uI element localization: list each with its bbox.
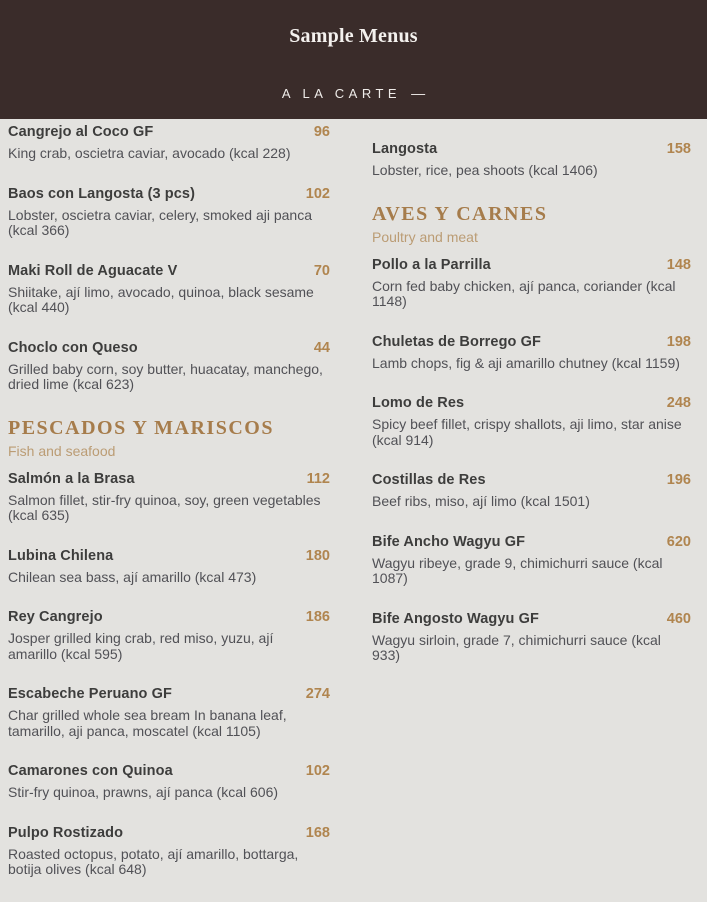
- dish-row: [8, 609, 330, 625]
- menu-item: [372, 257, 691, 310]
- dish-description: Lamb chops, fig & aji amarillo chutney (kcal 1159): [372, 354, 680, 371]
- dish-row: [8, 763, 330, 779]
- menu-item: [8, 548, 330, 586]
- dish-description: Spicy beef fillet, crispy shallots, aji limo, star anise (kcal 914): [372, 416, 682, 448]
- dish-price: 196: [666, 472, 691, 488]
- dish-description: Corn fed baby chicken, ají panca, coriander (kcal 1148): [372, 277, 676, 309]
- dish-description: Lobster, rice, pea shoots (kcal 1406): [372, 162, 598, 178]
- menu-item: [8, 263, 330, 316]
- dish-row: [372, 141, 691, 157]
- dish-description: Stir-fry quinoa, prawns, ají panca (kcal 606): [8, 784, 279, 800]
- dish-name: Cangrejo al Coco GF: [8, 124, 154, 140]
- menu-item: [372, 141, 691, 179]
- dish-name: Langosta: [372, 141, 438, 157]
- page-title: Sample Menus: [289, 25, 418, 47]
- dish-row: [8, 548, 330, 564]
- dish-row: [372, 611, 691, 627]
- dish-name: Bife Angosto Wagyu GF: [372, 610, 539, 627]
- section-heading: [372, 203, 691, 245]
- menu-item: [8, 825, 330, 878]
- dish-name: Maki Roll de Aguacate V: [8, 262, 178, 279]
- a-la-carte-label: A LA CARTE: [281, 85, 402, 101]
- dish-row: [372, 395, 691, 411]
- dish-description: Lobster, oscietra caviar, celery, smoked aji panca (kcal 366): [8, 206, 313, 238]
- dish-name: Salmón a la Brasa: [8, 470, 135, 487]
- dish-price: 102: [305, 763, 330, 779]
- dish-name: Choclo con Queso: [8, 339, 138, 356]
- menu-header: [0, 0, 707, 119]
- menu-item: [372, 334, 691, 372]
- dish-description: Grilled baby corn, soy butter, huacatay, manchego, dried lime (kcal 623): [8, 360, 323, 392]
- dish-row: [8, 186, 330, 202]
- dish-price: 158: [666, 141, 691, 157]
- dish-price: 168: [305, 824, 330, 841]
- dish-price: 102: [305, 185, 330, 202]
- dish-description: Roasted octopus, potato, ají amarillo, bottarga, botija olives (kcal 648): [8, 845, 299, 877]
- dish-row: [8, 471, 330, 487]
- menu-item: [8, 686, 330, 739]
- dish-row: [372, 534, 691, 550]
- menu-item: [8, 609, 330, 662]
- dish-description: Salmon fillet, stir-fry quinoa, soy, green vegetables (kcal 635): [8, 491, 321, 523]
- dish-price: 180: [305, 547, 330, 564]
- dish-price: 70: [313, 262, 330, 279]
- section-title: AVES Y CARNES: [372, 202, 548, 225]
- dish-row: [8, 686, 330, 702]
- menu-column-right: [372, 124, 691, 902]
- dish-price: 274: [305, 686, 330, 702]
- menu-item: [372, 395, 691, 448]
- dish-description: Shiitake, ají limo, avocado, quinoa, black sesame (kcal 440): [8, 283, 314, 315]
- menu-item: [8, 186, 330, 239]
- dish-price: 460: [666, 610, 691, 627]
- dish-name: Baos con Langosta (3 pcs): [8, 185, 196, 202]
- menu-item: [8, 763, 330, 801]
- section-heading: [8, 417, 330, 459]
- dish-name: Costillas de Res: [372, 472, 486, 488]
- dish-price: 248: [666, 395, 691, 411]
- dish-name: Camarones con Quinoa: [8, 763, 173, 779]
- dish-name: Pollo a la Parrilla: [372, 256, 491, 273]
- dish-price: 148: [666, 256, 691, 273]
- menu-item: [8, 124, 330, 162]
- dish-description: Char grilled whole sea bream In banana leaf, tamarillo, aji panca, moscatel (kcal 1105): [8, 707, 287, 739]
- dish-row: [372, 257, 691, 273]
- menu-item: [8, 471, 330, 524]
- dish-row: [8, 124, 330, 140]
- dish-description: Wagyu ribeye, grade 9, chimichurri sauce (kcal 1087): [372, 554, 663, 586]
- section-title: PESCADOS Y MARISCOS: [8, 416, 274, 439]
- dish-row: [372, 334, 691, 350]
- dish-name: Pulpo Rostizado: [8, 824, 124, 841]
- dish-name: Lomo de Res: [372, 395, 465, 411]
- menu-item: [8, 340, 330, 393]
- dish-name: Bife Ancho Wagyu GF: [372, 533, 526, 550]
- menu-item: [372, 611, 691, 664]
- section-subtitle: Fish and seafood: [8, 442, 116, 459]
- section-subtitle: Poultry and meat: [372, 228, 478, 245]
- dish-price: 198: [666, 333, 691, 350]
- dish-price: 44: [313, 339, 330, 356]
- a-la-carte-toggle[interactable]: [282, 85, 425, 101]
- menu-item: [372, 534, 691, 587]
- dish-description: Chilean sea bass, ají amarillo (kcal 473): [8, 568, 257, 585]
- menu-column-left: [8, 124, 330, 902]
- collapse-icon: —: [411, 85, 426, 101]
- dish-description: Beef ribs, miso, ají limo (kcal 1501): [372, 493, 590, 509]
- dish-row: [8, 340, 330, 356]
- dish-description: King crab, oscietra caviar, avocado (kcal 228): [8, 145, 291, 161]
- menu-item: [372, 472, 691, 510]
- dish-price: 112: [306, 470, 330, 487]
- dish-name: Rey Cangrejo: [8, 609, 103, 625]
- dish-row: [8, 263, 330, 279]
- dish-row: [8, 825, 330, 841]
- a-la-carte-menu: [0, 119, 707, 902]
- dish-name: Escabeche Peruano GF: [8, 686, 172, 702]
- dish-row: [372, 472, 691, 488]
- dish-price: 96: [313, 124, 330, 140]
- dish-name: Lubina Chilena: [8, 547, 114, 564]
- dish-price: 620: [666, 533, 691, 550]
- dish-price: 186: [305, 609, 330, 625]
- dish-description: Josper grilled king crab, red miso, yuzu, ají amarillo (kcal 595): [8, 630, 274, 662]
- dish-name: Chuletas de Borrego GF: [372, 333, 541, 350]
- dish-description: Wagyu sirloin, grade 7, chimichurri sauce (kcal 933): [372, 631, 661, 663]
